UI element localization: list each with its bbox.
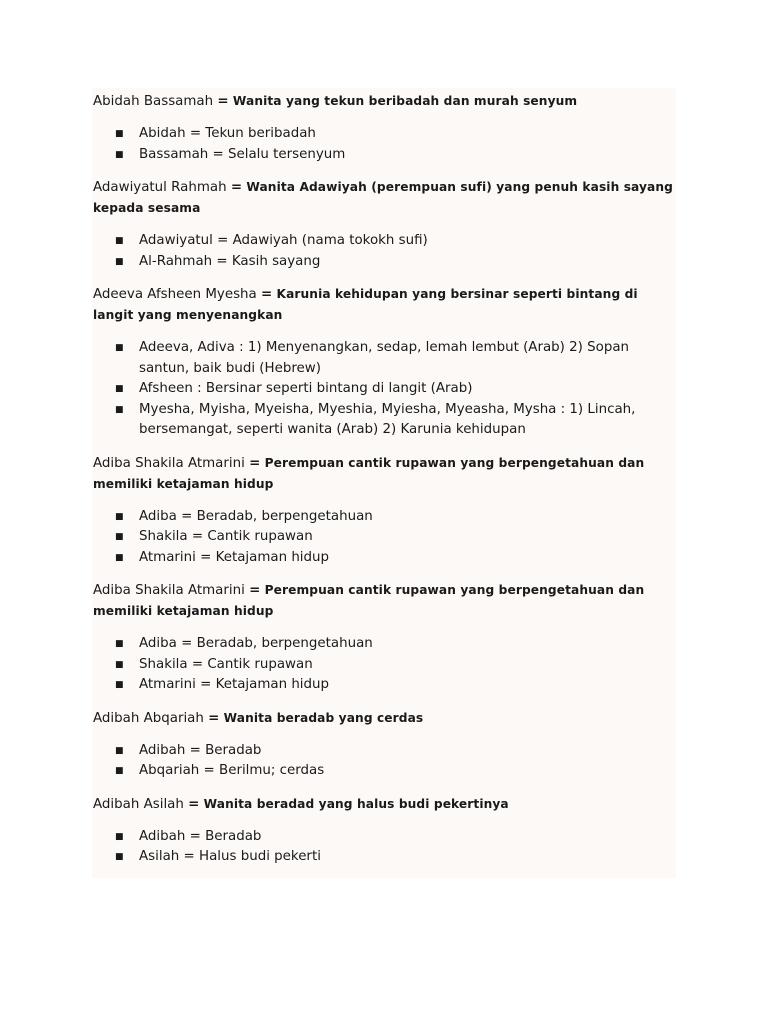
equals-sign: = — [188, 796, 200, 812]
entry-heading — [92, 177, 676, 219]
entry-meaning: Perempuan cantik rupawan yang berpengetahuan dan memiliki ketajaman hidup — [93, 583, 645, 618]
list-item — [92, 741, 676, 762]
list-item — [92, 634, 676, 655]
list-item-text: Adeeva, Adiva : 1) Menyenangkan, sedap, lemah lembut (Arab) 2) Sopan santun, baik budi (Hebrew) — [139, 340, 630, 376]
bullet-icon: ■ — [115, 129, 124, 139]
list-item-text: Abqariah = Berilmu; cerdas — [139, 763, 325, 778]
list-item-text: Adawiyatul = Adawiyah (nama tokokh sufi) — [139, 233, 428, 248]
entry-meaning: Wanita beradab yang cerdas — [223, 710, 424, 725]
bullet-icon: ■ — [115, 766, 124, 776]
list-item — [92, 231, 676, 252]
name-entry — [92, 453, 676, 569]
list-item-text: Adiba = Beradab, berpengetahuan — [139, 636, 373, 651]
list-item — [92, 145, 676, 166]
list-item — [92, 400, 676, 441]
list-item — [92, 124, 676, 145]
entry-name: Adiba Shakila Atmarini — [93, 583, 245, 598]
entry-name: Adibah Asilah — [93, 796, 184, 812]
equals-sign: = — [230, 180, 243, 195]
list-item-text: Shakila = Cantik rupawan — [139, 529, 313, 544]
name-entry — [92, 708, 676, 782]
bullet-icon: ■ — [115, 256, 124, 267]
entry-name: Adawiyatul Rahmah — [93, 180, 227, 195]
entry-name: Adeeva Afsheen Myesha — [93, 287, 257, 302]
list-item — [92, 252, 676, 273]
meaning-list — [92, 507, 676, 569]
bullet-icon: ■ — [115, 343, 124, 353]
entry-heading — [92, 91, 676, 112]
name-entry — [92, 91, 676, 165]
bullet-icon: ■ — [115, 552, 124, 563]
entry-heading — [92, 708, 676, 729]
list-item-text: Adibah = Beradab — [139, 828, 262, 844]
bullet-icon: ■ — [115, 680, 124, 690]
meaning-list — [92, 634, 676, 696]
bullet-icon: ■ — [115, 745, 124, 756]
list-item-text: Afsheen : Bersinar seperti bintang di langit (Arab) — [139, 381, 473, 396]
equals-sign: = — [249, 583, 261, 598]
entry-meaning: Karunia kehidupan yang bersinar seperti bintang di langit yang menyenangkan — [93, 287, 638, 322]
entry-heading — [92, 453, 676, 495]
list-item-text: Myesha, Myisha, Myeisha, Myeshia, Myiesha, Myeasha, Mysha : 1) Lincah, bersemangat, seperti wanita (Arab) 2) Karunia kehidupan — [139, 401, 636, 437]
bullet-icon: ■ — [115, 236, 124, 246]
list-item — [92, 548, 676, 569]
meaning-list — [92, 827, 676, 868]
list-item-text: Adibah = Beradab — [139, 742, 262, 758]
bullet-icon: ■ — [115, 639, 124, 649]
list-item-text: Al-Rahmah = Kasih sayang — [139, 253, 321, 269]
list-item-text: Adiba = Beradab, berpengetahuan — [139, 508, 373, 524]
entry-name: Adibah Abqariah — [93, 710, 204, 726]
equals-sign: = — [249, 455, 261, 471]
bullet-icon: ■ — [115, 404, 124, 415]
bullet-icon: ■ — [115, 511, 124, 522]
meaning-list — [92, 741, 676, 782]
bullet-icon: ■ — [115, 831, 124, 842]
list-item-text: Atmarini = Ketajaman hidup — [139, 549, 330, 565]
list-item — [92, 655, 676, 676]
list-item — [92, 527, 676, 548]
name-entry — [92, 580, 676, 696]
list-item — [92, 761, 676, 782]
meaning-list — [92, 231, 676, 272]
list-item-text: Asilah = Halus budi pekerti — [139, 849, 321, 864]
entry-name: Adiba Shakila Atmarini — [93, 455, 245, 471]
name-entry — [92, 177, 676, 272]
meaning-list — [92, 338, 676, 441]
list-item-text: Abidah = Tekun beribadah — [139, 126, 316, 141]
entry-heading — [92, 284, 676, 326]
entry-name: Abidah Bassamah — [93, 94, 214, 109]
equals-sign: = — [261, 287, 273, 302]
entry-meaning: Wanita beradad yang halus budi pekertinya — [203, 796, 509, 811]
list-item-text: Shakila = Cantik rupawan — [139, 656, 313, 672]
bullet-icon: ■ — [115, 384, 124, 394]
list-item — [92, 379, 676, 400]
name-entry — [92, 794, 676, 868]
list-item — [92, 338, 676, 379]
name-entry — [92, 284, 676, 441]
list-item — [92, 675, 676, 696]
document-body — [92, 88, 676, 878]
entry-meaning: Wanita Adawiyah (perempuan sufi) yang penuh kasih sayang kepada sesama — [93, 180, 673, 215]
bullet-icon: ■ — [115, 659, 124, 670]
bullet-icon: ■ — [115, 852, 124, 862]
list-item-text: Bassamah = Selalu tersenyum — [139, 146, 346, 162]
meaning-list — [92, 124, 676, 165]
list-item — [92, 827, 676, 848]
list-item — [92, 847, 676, 868]
bullet-icon: ■ — [115, 149, 124, 160]
bullet-icon: ■ — [115, 532, 124, 542]
equals-sign: = — [217, 94, 229, 109]
entry-heading — [92, 794, 676, 815]
entry-meaning: Perempuan cantik rupawan yang berpengetahuan dan memiliki ketajaman hidup — [93, 455, 645, 491]
list-item-text: Atmarini = Ketajaman hidup — [139, 677, 330, 692]
list-item — [92, 507, 676, 528]
equals-sign: = — [208, 710, 220, 726]
entry-meaning: Wanita yang tekun beribadah dan murah senyum — [232, 94, 578, 108]
entry-heading — [92, 580, 676, 622]
